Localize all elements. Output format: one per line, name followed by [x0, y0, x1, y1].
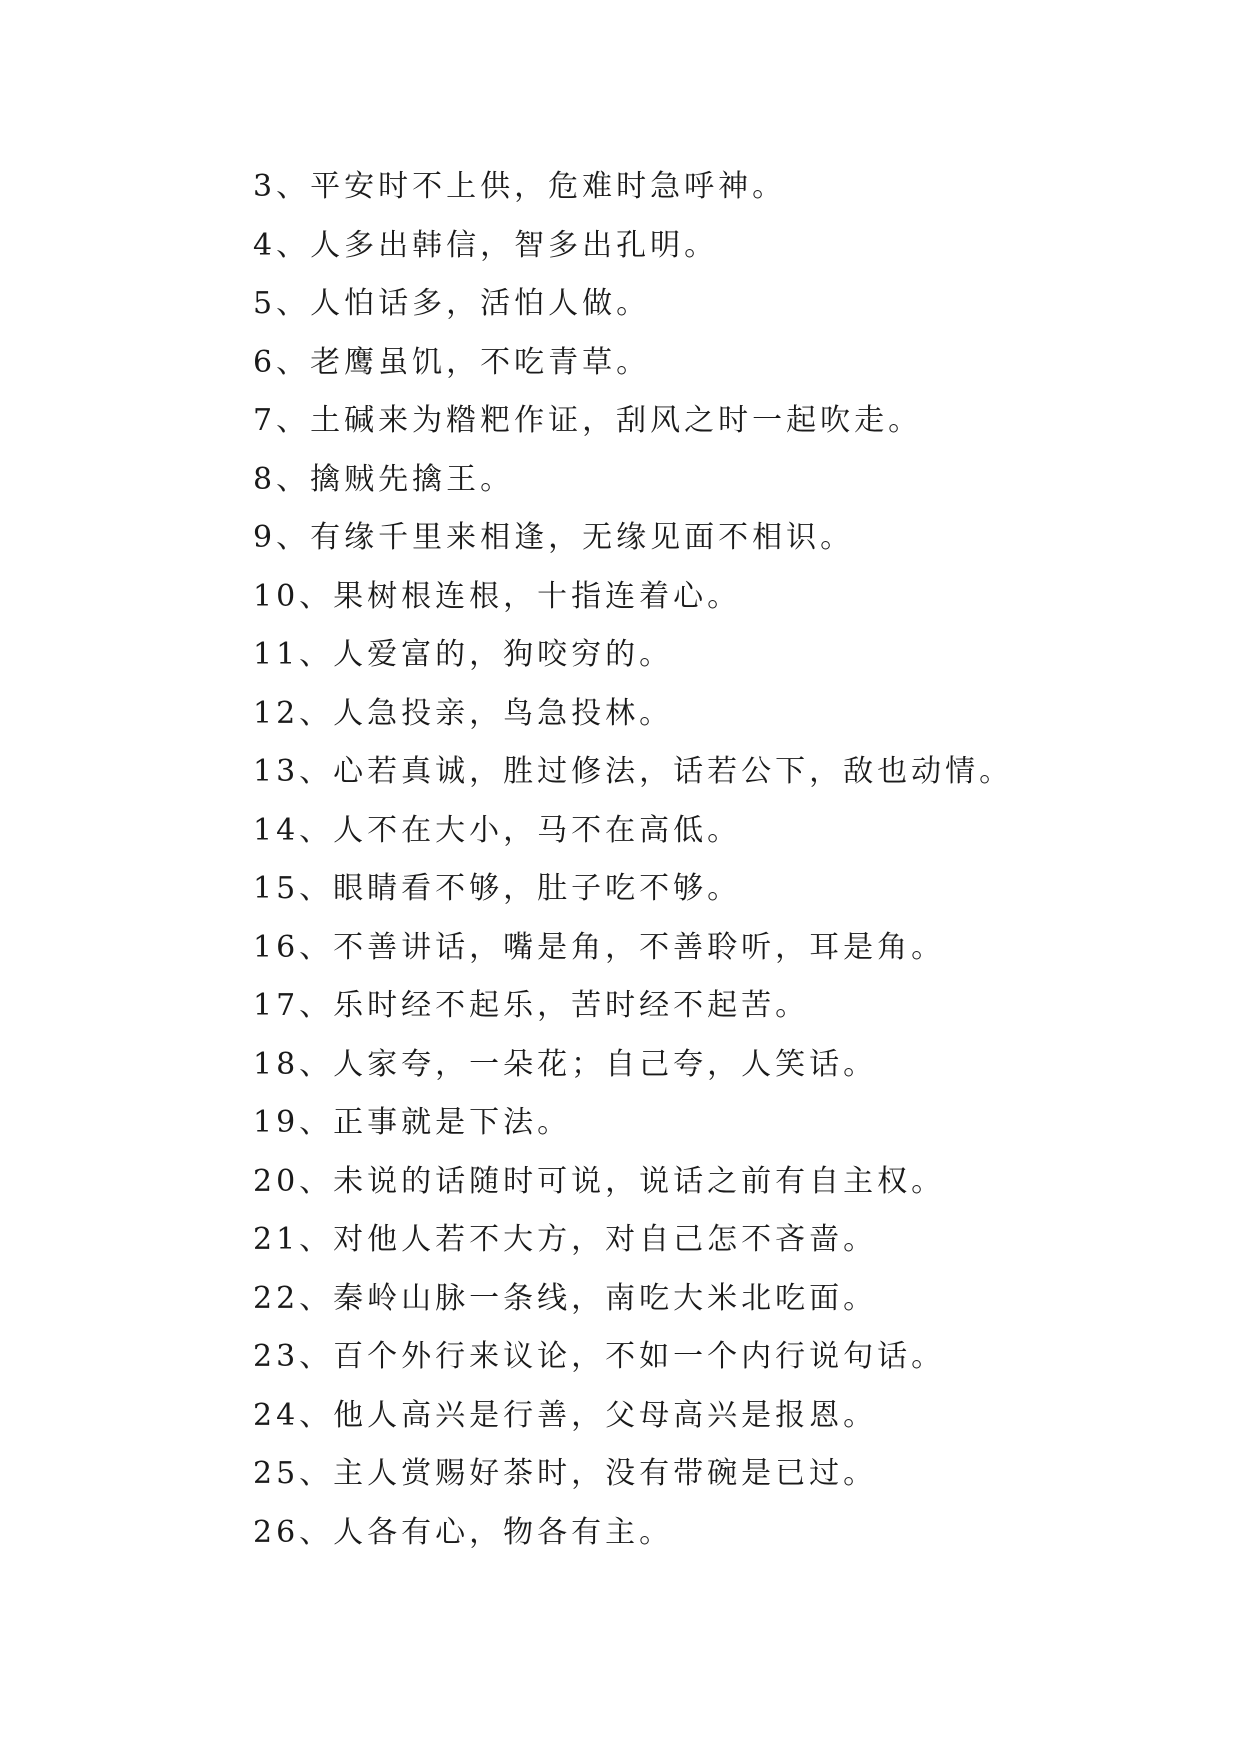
proverb-item: 4、人多出韩信，智多出孔明。 [253, 227, 719, 263]
proverb-item: 18、人家夸，一朵花；自己夸，人笑话。 [253, 1046, 878, 1082]
proverb-item: 17、乐时经不起乐，苦时经不起苦。 [253, 988, 810, 1023]
proverb-item: 22、秦岭山脉一条线，南吃大米北吃面。 [253, 1280, 878, 1316]
proverb-item: 15、眼睛看不够，肚子吃不够。 [253, 871, 742, 906]
proverb-item: 13、心若真诚，胜过修法，话若公下，敌也动情。 [253, 754, 1014, 789]
proverb-list [253, 158, 1013, 1562]
proverb-item: 9、有缘千里来相逢，无缘见面不相识。 [253, 520, 855, 555]
proverb-item: 20、未说的话随时可说，说话之前有自主权。 [253, 1163, 946, 1199]
proverb-item: 12、人急投亲，鸟急投林。 [253, 695, 674, 731]
proverb-item: 11、人爱富的，狗咬穷的。 [253, 637, 674, 672]
proverb-item: 23、百个外行来议论，不如一个内行说句话。 [253, 1339, 946, 1374]
proverb-item: 25、主人赏赐好茶时，没有带碗是已过。 [253, 1456, 878, 1491]
proverb-item: 5、人怕话多，活怕人做。 [253, 286, 651, 321]
proverb-item: 16、不善讲话，嘴是角，不善聆听，耳是角。 [253, 929, 946, 965]
proverb-item: 26、人各有心，物各有主。 [253, 1514, 674, 1550]
proverb-item: 21、对他人若不大方，对自己怎不吝啬。 [253, 1222, 878, 1257]
proverb-item: 3、平安时不上供，危难时急呼神。 [253, 169, 787, 204]
proverb-item: 8、擒贼先擒王。 [253, 461, 515, 497]
proverb-item: 19、正事就是下法。 [253, 1105, 572, 1140]
proverb-item: 7、土碱来为糌粑作证，刮风之时一起吹走。 [253, 403, 923, 438]
proverb-item: 10、果树根连根，十指连着心。 [253, 578, 742, 614]
proverb-item: 6、老鹰虽饥，不吃青草。 [253, 344, 651, 380]
proverb-item: 14、人不在大小，马不在高低。 [253, 812, 742, 848]
proverb-item: 24、他人高兴是行善，父母高兴是报恩。 [253, 1397, 878, 1433]
